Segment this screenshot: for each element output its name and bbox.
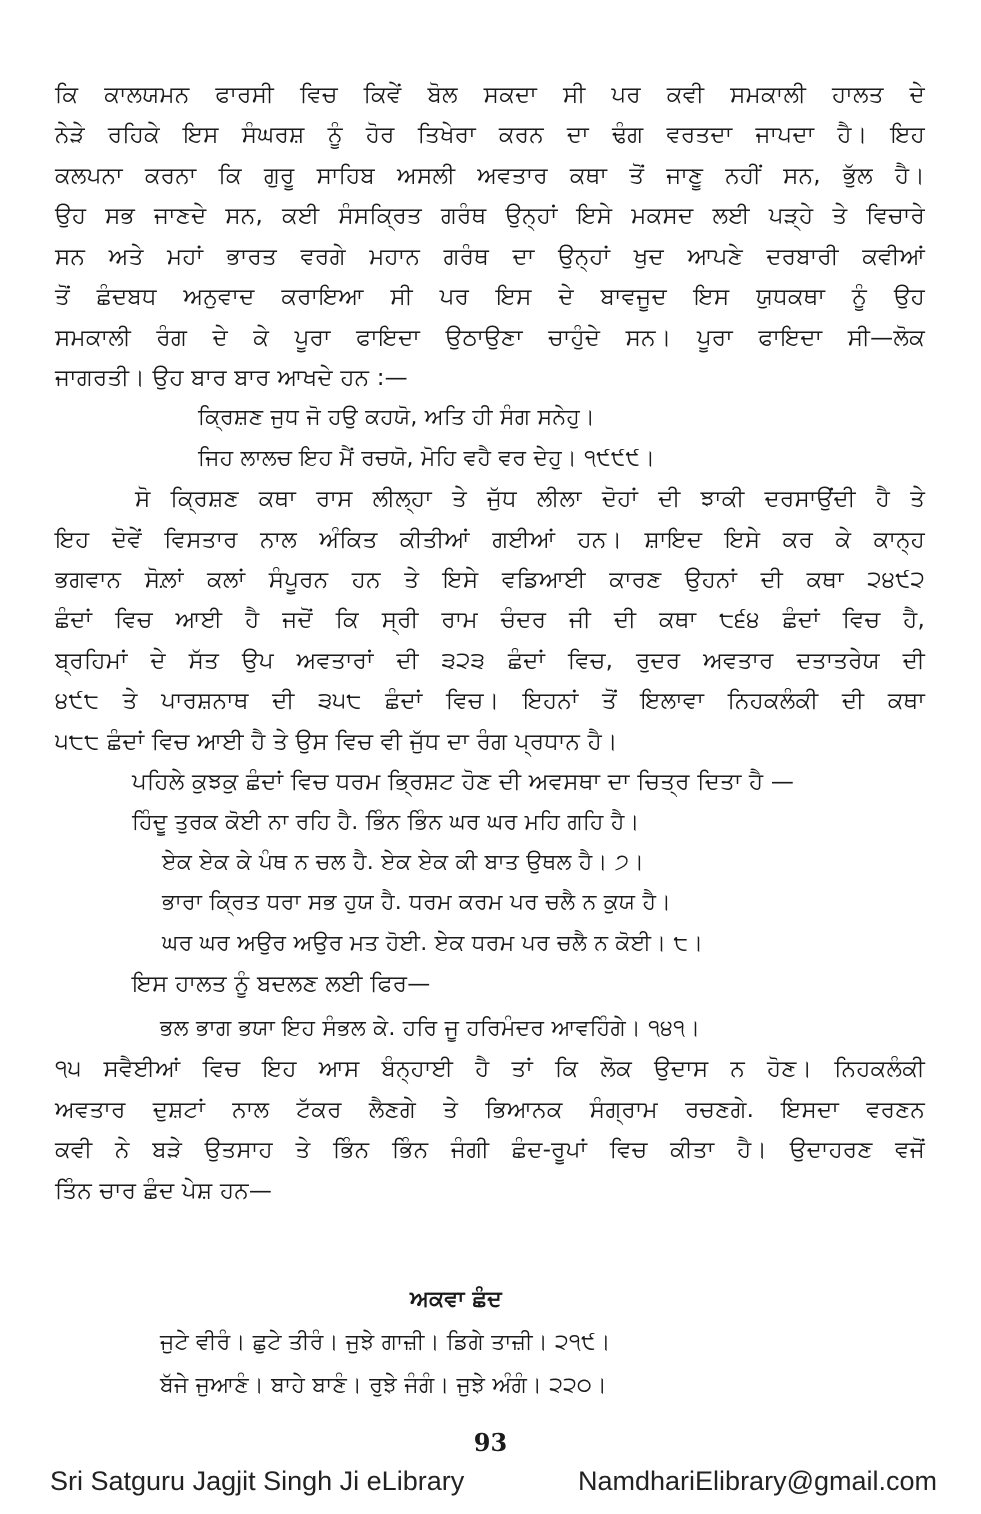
paragraph-line: ਸਨ ਅਤੇ ਮਹਾਂ ਭਾਰਤ ਵਰਗੇ ਮਹਾਨ ਗਰੰਥ ਦਾ ਉਨ੍ਹਾਂ ਖੁਦ ਆਪਣੇ ਦਰਬਾਰੀ ਕਵੀਆਂ [55,244,925,270]
paragraph-line: ਨੇੜੇ ਰਹਿਕੇ ਇਸ ਸੰਘਰਸ਼ ਨੂੰ ਹੋਰ ਤਿਖੇਰਾ ਕਰਨ ਦਾ ਢੰਗ ਵਰਤਦਾ ਜਾਪਦਾ ਹੈ। ਇਹ [55,122,925,148]
verse-line: ਜਿਹ ਲਾਲਚ ਇਹ ਮੈਂ ਰਚਯੋ, ਮੋਹਿ ਵਹੈ ਵਰ ਦੇਹੁ। ੧੯੯੯। [198,446,656,471]
intro-line: ਇਸ ਹਾਲਤ ਨੂੰ ਬਦਲਣ ਲਈ ਫਿਰ— [132,971,431,997]
intro-line: ਪਹਿਲੇ ਕੁਝਕੁ ਛੰਦਾਂ ਵਿਚ ਧਰਮ ਭ੍ਰਿਸ਼ਟ ਹੋਣ ਦੀ ਅਵਸਥਾ ਦਾ ਚਿਤ੍ਰ ਦਿਤਾ ਹੈ — [132,769,795,795]
paragraph-line: ਸੋ ਕ੍ਰਿਸ਼ਣ ਕਥਾ ਰਾਸ ਲੀਲ੍ਹਾ ਤੇ ਜੁੱਧ ਲੀਲਾ ਦੋਹਾਂ ਦੀ ਝਾਕੀ ਦਰਸਾਉਂਦੀ ਹੈ ਤੇ [135,486,925,512]
paragraph-line: ਤੋਂ ਛੰਦਬਧ ਅਨੁਵਾਦ ਕਰਾਇਆ ਸੀ ਪਰ ਇਸ ਦੇ ਬਾਵਜੂਦ ਇਸ ਯੁਧਕਥਾ ਨੂੰ ਉਹ [55,284,925,310]
verse-line: ਹਿੰਦੂ ਤੁਰਕ ਕੋਈ ਨਾ ਰਹਿ ਹੈ. ਭਿੰਨ ਭਿੰਨ ਘਰ ਘਰ ਮਹਿ ਗਹਿ ਹੈ। [132,810,640,835]
verse-line: ਭਾਰਾ ਕ੍ਰਿਤ ਧਰਾ ਸਭ ਹੁਯ ਹੈ. ਧਰਮ ਕਰਮ ਪਰ ਚਲੈ ਨ ਕੁਯ ਹੈ। [162,890,672,915]
paragraph-line: ਭਗਵਾਨ ਸੋਲ਼ਾਂ ਕਲਾਂ ਸੰਪੂਰਨ ਹਨ ਤੇ ਇਸੇ ਵਡਿਆਈ ਕਾਰਣ ਉਹਨਾਂ ਦੀ ਕਥਾ ੨੪੯੨ [55,567,925,593]
verse-line: ਜੁਟੇ ਵੀਰੰ। ਛੁਟੇ ਤੀਰੰ। ਜੁਝੇ ਗਾਜ਼ੀ। ਡਿਗੇ ਤਾਜ਼ੀ। ੨੧੯। [160,1330,611,1355]
paragraph-line: ੫੮੮ ਛੰਦਾਂ ਵਿਚ ਆਈ ਹੈ ਤੇ ਉਸ ਵਿਚ ਵੀ ਜੁੱਧ ਦਾ ਰੰਗ ਪ੍ਰਧਾਨ ਹੈ। [55,729,618,755]
paragraph-line: ਇਹ ਦੋਵੇਂ ਵਿਸਤਾਰ ਨਾਲ ਅੰਕਿਤ ਕੀਤੀਆਂ ਗਈਆਂ ਹਨ। ਸ਼ਾਇਦ ਇਸੇ ਕਰ ਕੇ ਕਾਨ੍ਹ [55,527,925,553]
verse-line: ਭਲ ਭਾਗ ਭਯਾ ਇਹ ਸੰਭਲ ਕੇ. ਹਰਿ ਜੂ ਹਰਿਮੰਦਰ ਆਵਹਿੰਗੇ। ੧੪੧। [160,1016,701,1041]
paragraph-line: ੪੯੮ ਤੇ ਪਾਰਸ਼ਨਾਥ ਦੀ ੩੫੮ ਛੰਦਾਂ ਵਿਚ। ਇਹਨਾਂ ਤੋਂ ਇਲਾਵਾ ਨਿਹਕਲੰਕੀ ਦੀ ਕਥਾ [55,688,925,714]
paragraph-line: ਕਲਪਨਾ ਕਰਨਾ ਕਿ ਗੁਰੂ ਸਾਹਿਬ ਅਸਲੀ ਅਵਤਾਰ ਕਥਾ ਤੋਂ ਜਾਣੂ ਨਹੀਂ ਸਨ, ਭੁੱਲ ਹੈ। [55,163,925,189]
paragraph-line: ਕਿ ਕਾਲਯਮਨ ਫਾਰਸੀ ਵਿਚ ਕਿਵੇਂ ਬੋਲ ਸਕਦਾ ਸੀ ਪਰ ਕਵੀ ਸਮਕਾਲੀ ਹਾਲਤ ਦੇ [55,82,925,108]
verse-line: ਬੱਜੇ ਜੁਆਣੰ। ਬਾਹੇ ਬਾਣੰ। ਰੁਝੇ ਜੰਗੰ। ਜੁਝੇ ਅੰਗੰ। ੨੨੦। [160,1373,608,1398]
section-heading: ਅਕਵਾ ਛੰਦ [410,1287,502,1312]
paragraph-line: ਛੰਦਾਂ ਵਿਚ ਆਈ ਹੈ ਜਦੋਂ ਕਿ ਸ੍ਰੀ ਰਾਮ ਚੰਦਰ ਜੀ ਦੀ ਕਥਾ ੮੬੪ ਛੰਦਾਂ ਵਿਚ ਹੈ, [55,607,925,633]
verse-line: ਘਰ ਘਰ ਅਉਰ ਅਉਰ ਮਤ ਹੋਈ. ਏਕ ਧਰਮ ਪਰ ਚਲੈ ਨ ਕੋਈ। ੮। [162,931,704,956]
paragraph-line: ਕਵੀ ਨੇ ਬੜੇ ਉਤਸਾਹ ਤੇ ਭਿੰਨ ਭਿੰਨ ਜੰਗੀ ਛੰਦ-ਰੂਪਾਂ ਵਿਚ ਕੀਤਾ ਹੈ। ਉਦਾਹਰਣ ਵਜੋਂ [55,1137,925,1163]
paragraph-line: ਤਿੰਨ ਚਾਰ ਛੰਦ ਪੇਸ਼ ਹਨ— [55,1178,273,1204]
footer-email[interactable]: NamdhariElibrary@gmail.com [578,1466,938,1496]
paragraph-line: ਉਹ ਸਭ ਜਾਣਦੇ ਸਨ, ਕਈ ਸੰਸਕ੍ਰਿਤ ਗਰੰਥ ਉਨ੍ਹਾਂ ਇਸੇ ਮਕਸਦ ਲਈ ਪੜ੍ਹੇ ਤੇ ਵਿਚਾਰੇ [55,203,925,229]
verse-line: ਕ੍ਰਿਸ਼ਣ ਜੁਧ ਜੋ ਹਉ ਕਹਯੋ, ਅਤਿ ਹੀ ਸੰਗ ਸਨੇਹੁ। [198,405,596,430]
paragraph-line: ਅਵਤਾਰ ਦੁਸ਼ਟਾਂ ਨਾਲ ਟੱਕਰ ਲੈਣਗੇ ਤੇ ਭਿਆਨਕ ਸੰਗ੍ਰਾਮ ਰਚਣਗੇ. ਇਸਦਾ ਵਰਣਨ [55,1097,925,1123]
paragraph-line: ਸਮਕਾਲੀ ਰੰਗ ਦੇ ਕੇ ਪੂਰਾ ਫਾਇਦਾ ਉਠਾਉਣਾ ਚਾਹੁੰਦੇ ਸਨ। ਪੂਰਾ ਫਾਇਦਾ ਸੀ—ਲੋਕ [55,325,925,351]
paragraph-line: ਜਾਗਰਤੀ। ਉਹ ਬਾਰ ਬਾਰ ਆਖਦੇ ਹਨ :— [55,365,408,391]
verse-line: ਏਕ ਏਕ ਕੇ ਪੰਥ ਨ ਚਲ ਹੈ. ਏਕ ਏਕ ਕੀ ਬਾਤ ਉਥਲ ਹੈ। ੭। [162,850,645,875]
page-number: 93 [473,1428,508,1457]
paragraph-line: ਬ੍ਰਹਿਮਾਂ ਦੇ ਸੱਤ ਉਪ ਅਵਤਾਰਾਂ ਦੀ ੩੨੩ ਛੰਦਾਂ ਵਿਚ, ਰੁਦਰ ਅਵਤਾਰ ਦਤਾਤਰੇਯ ਦੀ [55,648,925,674]
paragraph-line: ੧੫ ਸਵੈਈਆਂ ਵਿਚ ਇਹ ਆਸ ਬੰਨ੍ਹਾਈ ਹੈ ਤਾਂ ਕਿ ਲੋਕ ਉਦਾਸ ਨ ਹੋਣ। ਨਿਹਕਲੰਕੀ [55,1056,925,1082]
footer-library-name: Sri Satguru Jagjit Singh Ji eLibrary [50,1466,465,1496]
